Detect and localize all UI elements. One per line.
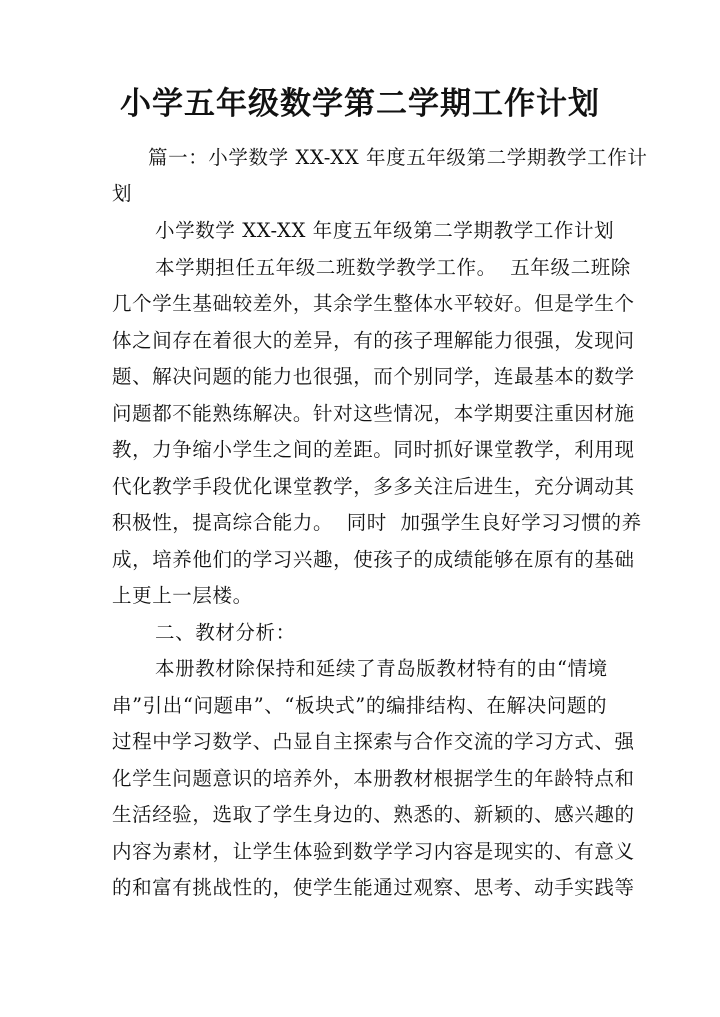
text-line: 积极性，提高综合能力。 同时 加强学生良好学习习惯的养 (112, 511, 642, 534)
text-line: 本册教材除保持和延续了青岛版教材特有的由“情境 (155, 657, 608, 680)
text-line: 几个学生基础较差外，其余学生整体水平较好。但是学生个 (112, 292, 635, 315)
text-line: 过程中学习数学、凸显自主探索与合作交流的学习方式、强 (112, 730, 635, 753)
text-line: 体之间存在着很大的差异，有的孩子理解能力很强，发现问 (112, 329, 635, 352)
text-line: 的和富有挑战性的，使学生能通过观察、思考、动手实践等 (112, 876, 635, 899)
text-line: 串”引出“问题串”、“板块式”的编排结构、在解决问题的 (112, 694, 608, 717)
text-line: 成，培养他们的学习兴趣，使孩子的成绩能够在原有的基础 (112, 548, 635, 571)
text-line: 上更上一层楼。 (112, 584, 253, 607)
text-line: 小学数学 XX-XX 年度五年级第二学期教学工作计划 (155, 219, 615, 242)
text-line: 代化教学手段优化课堂教学，多多关注后进生，充分调动其 (112, 475, 635, 498)
text-line: 篇一：小学数学 XX-XX 年度五年级第二学期教学工作计 (148, 146, 648, 169)
text-line: 划 (112, 182, 133, 205)
text-line: 化学生问题意识的培养外，本册教材根据学生的年龄特点和 (112, 767, 635, 790)
text-line: 内容为素材，让学生体验到数学学习内容是现实的、有意义 (112, 840, 635, 863)
document-title: 小学五年级数学第二学期工作计划 (120, 86, 600, 122)
text-line: 问题都不能熟练解决。针对这些情况，本学期要注重因材施 (112, 402, 635, 425)
text-line: 题、解决问题的能力也很强，而个别同学，连最基本的数学 (112, 365, 635, 388)
text-line: 本学期担任五年级二班数学教学工作。 五年级二班除 (155, 256, 631, 279)
text-line: 生活经验，选取了学生身边的、熟悉的、新颖的、感兴趣的 (112, 803, 635, 826)
section-heading: 二、教材分析： (155, 621, 296, 644)
text-line: 教，力争缩小学生之间的差距。同时抓好课堂教学，利用现 (112, 438, 635, 461)
